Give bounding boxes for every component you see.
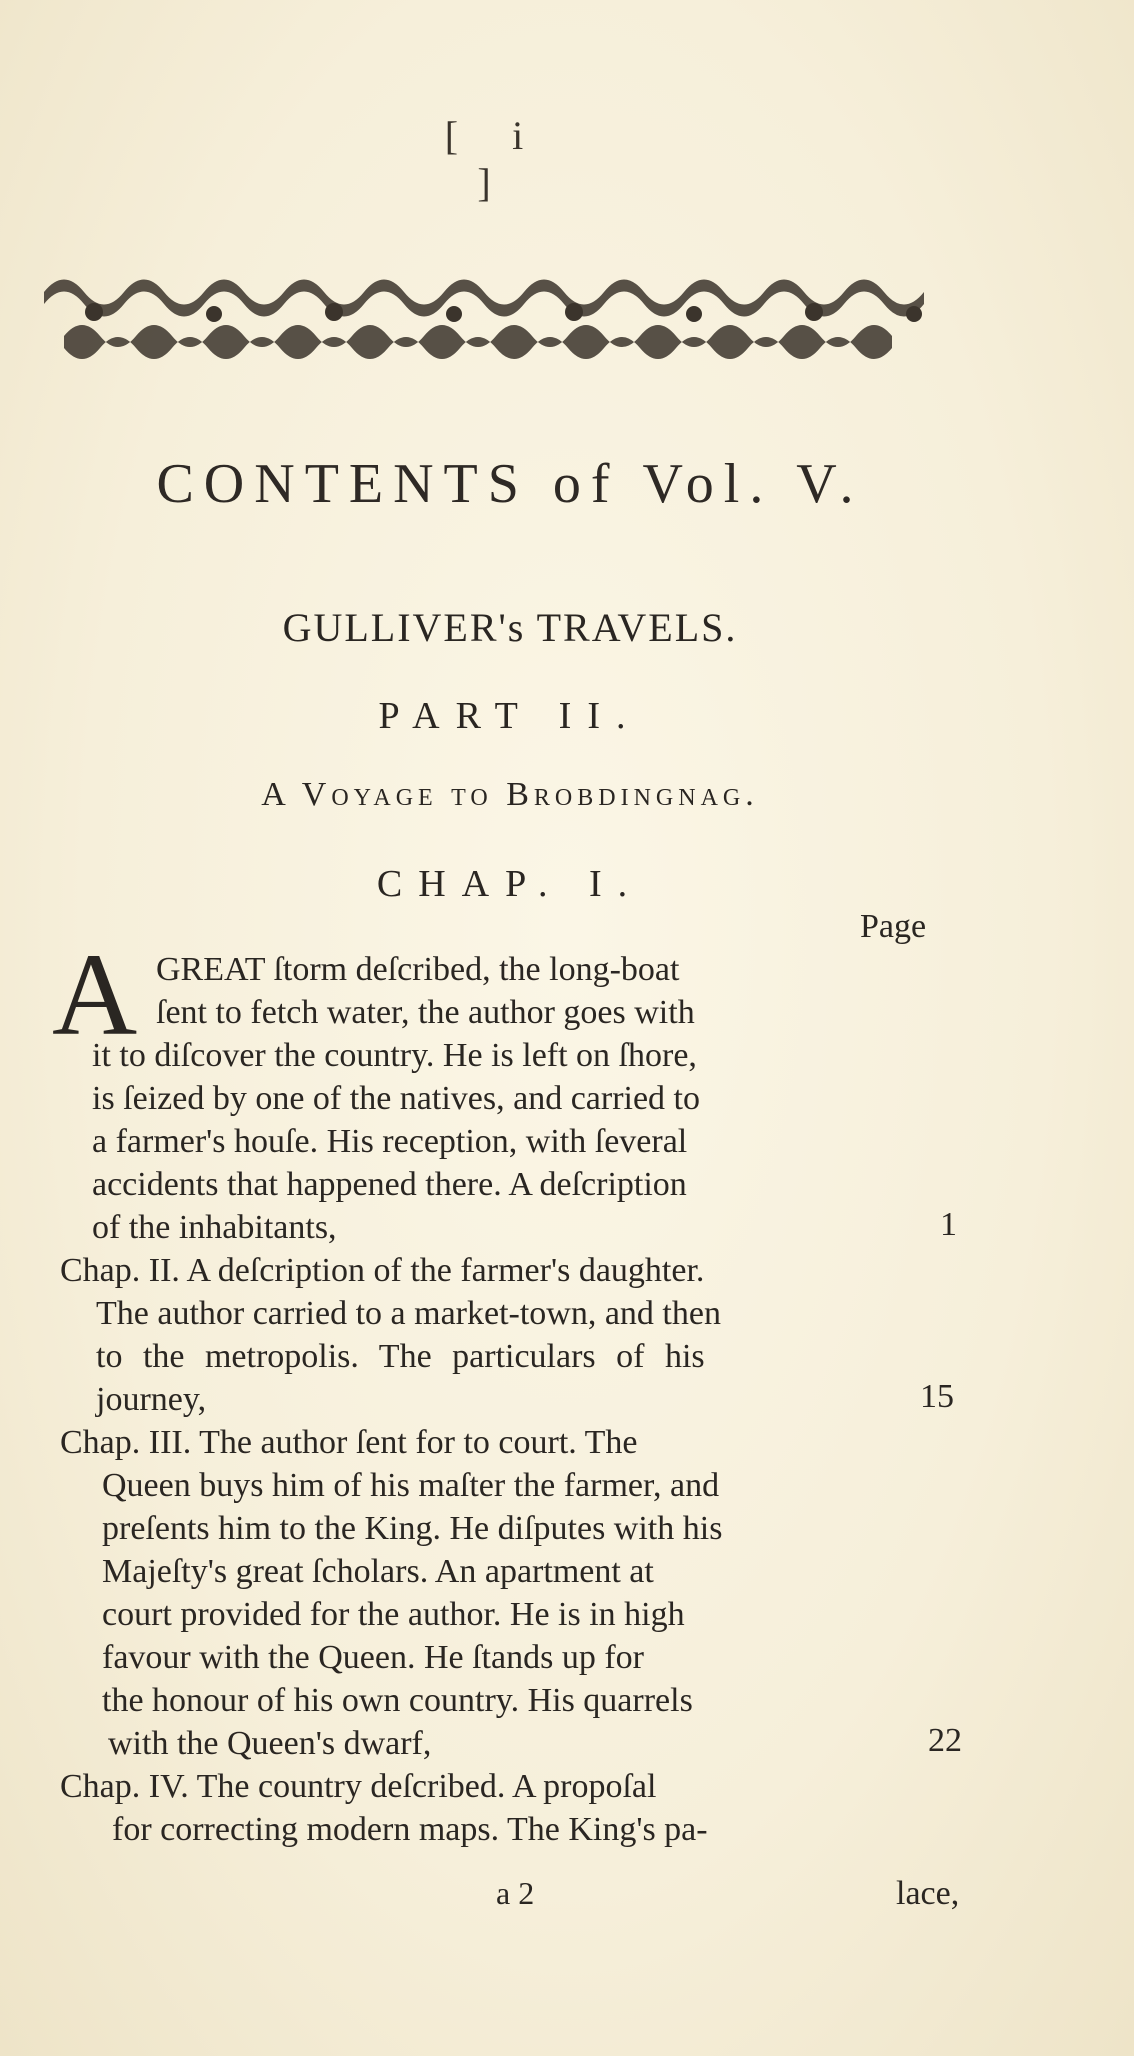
page-number: [ i ] <box>444 113 546 205</box>
ornamental-headband <box>34 262 946 370</box>
contents-entry-chapter-2 <box>60 1249 960 1421</box>
entry-line: it to diſcover the country. He is left on ſhore, <box>92 1037 697 1074</box>
contents-entry-chapter-3 <box>60 1421 960 1765</box>
catchword: lace, <box>896 1875 960 1912</box>
entry-line: Queen buys him of his maſter the farmer, and <box>102 1467 720 1504</box>
entry-line: to the metropolis. The particulars of his <box>96 1338 705 1375</box>
page-ref-chapter-1: 1 <box>940 1206 957 1243</box>
entry-line: preſents him to the King. He diſputes with his <box>102 1510 723 1547</box>
entry-line: of the inhabitants, <box>92 1209 337 1246</box>
work-title: GULLIVER's TRAVELS. <box>282 605 738 650</box>
contents-entry-chapter-1 <box>60 948 960 1249</box>
voyage-heading: A Voyage to Brobdingnag. <box>261 776 759 813</box>
entry-line: Chap. III. The author ſent for to court. The <box>60 1424 638 1461</box>
entry-line: court provided for the author. He is in high <box>102 1596 685 1633</box>
entry-line: The author carried to a market-town, and then <box>96 1295 721 1332</box>
entry-line: a farmer's houſe. His reception, with ſeveral <box>92 1123 688 1160</box>
entry-line: GREAT ſtorm deſcribed, the long-boat <box>156 951 680 988</box>
part-heading: PART II. <box>378 695 642 737</box>
entry-line: favour with the Queen. He ſtands up for <box>102 1639 644 1676</box>
entry-line: Chap. II. A deſcription of the farmer's daughter. <box>60 1252 705 1289</box>
entry-line: accidents that happened there. A deſcription <box>92 1166 687 1203</box>
contents-entry-chapter-4 <box>60 1765 960 1851</box>
signature-mark: a 2 <box>496 1875 535 1911</box>
entry-line: for correcting modern maps. The King's pa- <box>112 1811 708 1848</box>
entry-line: Chap. IV. The country deſcribed. A propoſal <box>60 1768 657 1805</box>
entry-line: the honour of his own country. His quarrels <box>102 1682 693 1719</box>
entry-line: with the Queen's dwarf, <box>108 1725 432 1762</box>
entry-line: journey, <box>96 1381 207 1418</box>
entry-line: is ſeized by one of the natives, and carried to <box>92 1080 700 1117</box>
page-ref-chapter-3: 22 <box>928 1722 962 1759</box>
chapter-heading: CHAP. I. <box>376 863 644 905</box>
contents-heading: CONTENTS of Vol. V. <box>156 453 864 515</box>
page-ref-chapter-2: 15 <box>920 1378 954 1415</box>
page-column-label: Page <box>860 908 927 945</box>
entry-line: ſent to fetch water, the author goes with <box>156 994 695 1031</box>
drop-capital: A <box>52 929 138 1060</box>
entry-line: Majeſty's great ſcholars. An apartment at <box>102 1553 654 1590</box>
